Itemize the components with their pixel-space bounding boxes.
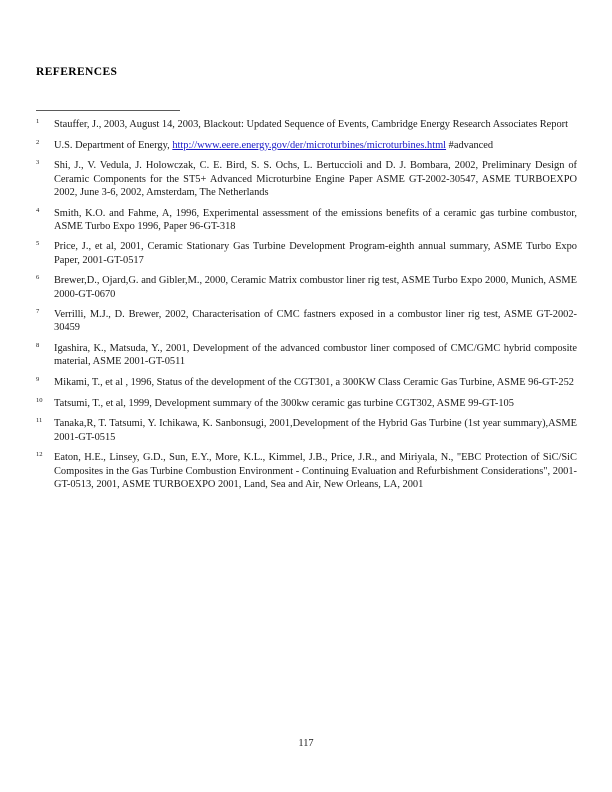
reference-marker: 3 bbox=[36, 159, 40, 167]
reference-item bbox=[36, 118, 577, 131]
reference-item bbox=[36, 240, 577, 266]
reference-item bbox=[36, 207, 577, 233]
reference-item bbox=[36, 159, 577, 199]
page-title: REFERENCES bbox=[36, 66, 118, 78]
reference-marker: 8 bbox=[36, 342, 40, 350]
references-list bbox=[36, 118, 577, 498]
reference-text: Stauffer, J., 2003, August 14, 2003, Blackout: Updated Sequence of Events, Cambridge Energy Research Associates Report bbox=[54, 119, 569, 130]
reference-marker: 6 bbox=[36, 274, 40, 282]
reference-item bbox=[36, 417, 577, 443]
reference-text: Tatsumi, T., et al, 1999, Development summary of the 300kw ceramic gas turbine CGT302, ASME 99-GT-105 bbox=[54, 397, 514, 409]
reference-text: Tanaka,R, T. Tatsumi, Y. Ichikawa, K. Sanbonsugi, 2001,Development of the Hybrid Gas Turbine (1st year summary),ASME 2001-GT-0515 bbox=[54, 418, 577, 443]
reference-marker: 2 bbox=[36, 138, 40, 146]
reference-item bbox=[36, 376, 577, 389]
reference-item bbox=[36, 397, 577, 410]
reference-text: Smith, K.O. and Fahme, A, 1996, Experimental assessment of the emissions benefits of a ceramic gas turbine combustor, ASME Turbo Expo 1996, Paper 96-GT-318 bbox=[54, 207, 577, 232]
reference-text: Mikami, T., et al , 1996, Status of the development of the CGT301, a 300KW Class Ceramic Gas Turbine, ASME 96-GT-252 bbox=[54, 377, 574, 389]
reference-hyperlink[interactable]: http://www.eere.energy.gov/der/microturbines/microturbines.html bbox=[172, 139, 447, 151]
reference-marker: 7 bbox=[36, 308, 40, 316]
reference-marker: 5 bbox=[36, 240, 40, 248]
reference-marker: 1 bbox=[36, 118, 40, 125]
reference-text: Igashira, K., Matsuda, Y., 2001, Development of the advanced combustor liner composed of CMC/GMC hybrid composite material, ASME 2001-GT-0511 bbox=[54, 343, 577, 368]
reference-text-after-link: #advanced bbox=[446, 139, 494, 151]
reference-text: Verrilli, M.J., D. Brewer, 2002, Characterisation of CMC fastners exposed in a combustor liner rig test, ASME GT-2002-30459 bbox=[54, 309, 577, 334]
reference-item bbox=[36, 139, 577, 152]
reference-marker: 12 bbox=[36, 451, 43, 459]
reference-text: Eaton, H.E., Linsey, G.D., Sun, E.Y., More, K.L., Kimmel, J.B., Price, J.R., and Miriyala, N., "EBC Protection of SiC/SiC Composites in the Gas Turbine Combustion Environment - Continuing Evaluation and Refurbishment Considerations", 2001-GT-0513, 2001, ASME TURBOEXPO 2001, Land, Sea and Air, New Orleans, LA, 2001 bbox=[54, 452, 577, 490]
footnote-separator-rule bbox=[36, 110, 180, 111]
reference-item bbox=[36, 274, 577, 300]
reference-marker: 11 bbox=[36, 417, 43, 425]
reference-marker: 4 bbox=[36, 206, 40, 214]
reference-text: Shi, J., V. Vedula, J. Holowczak, C. E. Bird, S. S. Ochs, L. Bertuccioli and D. J. Bombara, 2002, Preliminary Design of Ceramic Components for the ST5+ Advanced Microturbine Engine Paper ASME GT-2002-30547, ASME TURBOEXPO 2002, June 3-6, 2002, Amsterdam, The Netherlands bbox=[54, 160, 577, 198]
reference-item bbox=[36, 308, 577, 334]
reference-marker: 9 bbox=[36, 376, 40, 384]
reference-text-before-link: U.S. Department of Energy, bbox=[54, 139, 173, 151]
reference-text: Brewer,D., Ojard,G. and Gibler,M., 2000, Ceramic Matrix combustor liner rig test, ASME Turbo Expo 2000, Munich, ASME 2000-GT-0670 bbox=[54, 275, 577, 300]
page-number: 117 bbox=[298, 738, 314, 749]
reference-item bbox=[36, 451, 577, 491]
reference-text bbox=[54, 139, 577, 152]
reference-text: Price, J., et al, 2001, Ceramic Stationary Gas Turbine Development Program-eighth annual summary, ASME Turbo Expo Paper, 2001-GT-0517 bbox=[54, 241, 577, 266]
reference-item bbox=[36, 342, 577, 368]
reference-marker: 10 bbox=[36, 396, 43, 404]
